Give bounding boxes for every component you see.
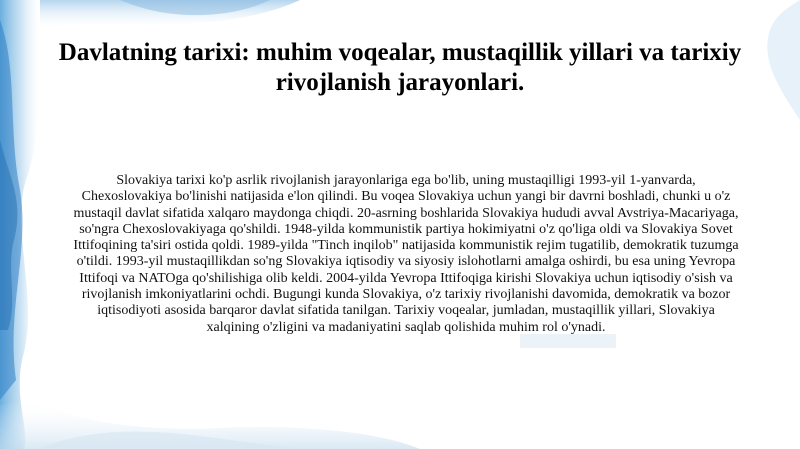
slide-body-text: Slovakiya tarixi ko'p asrlik rivojlanish jarayonlariga ega bo'lib, uning mustaqilligi 1993-yil 1-yanvarda, Chexoslovakiya bo'linishi natijasida e'lon qilindi. Bu voqea Slovakiya uchun yangi bir davrni boshladi, chunki u o'z mustaqil davlat sifatida xalqaro maydonga chiqdi. 20-asrning boshlarida Slovakiya hududi avval Avstriya-Macariyaga, so'ngra Chexoslovakiyaga qo'shildi. 1948-yilda kommunistik partiya hokimiyatni o'z qo'liga oldi va Slovakiya Sovet Ittifoqining ta'siri ostida qoldi. 1989-yilda "Tinch inqilob" natijasida kommunistik rejim tugatilib, demokratik tuzumga o'tildi. 1993-yil mustaqillikdan so'ng Slovakiya iqtisodiy va siyosiy islohotlarni amalga oshirdi, bu esa uning Yevropa Ittifoqi va NATOga qo'shilishiga olib keldi. 2004-yilda Yevropa Ittifoqiga kirishi Slovakiya uchun iqtisodiy o'sish va rivojlanish imkoniyatlarini ochdi. Bugungi kunda Slovakiya, o'z tarixiy rivojlanishi davomida, demokratik va bozor iqtisodiyoti asosida barqaror davlat sifatida tanilgan. Tarixiy voqealar, jumladan, mustaqillik yillari, Slovakiya xalqining o'zligini va madaniyatini saqlab qolishida muhim rol o'ynadi.	[73, 173, 739, 335]
slide-title: Davlatning tarixi: muhim voqealar, mustaqillik yillari va tarixiy rivojlanish jarayonlari.	[58, 39, 742, 96]
